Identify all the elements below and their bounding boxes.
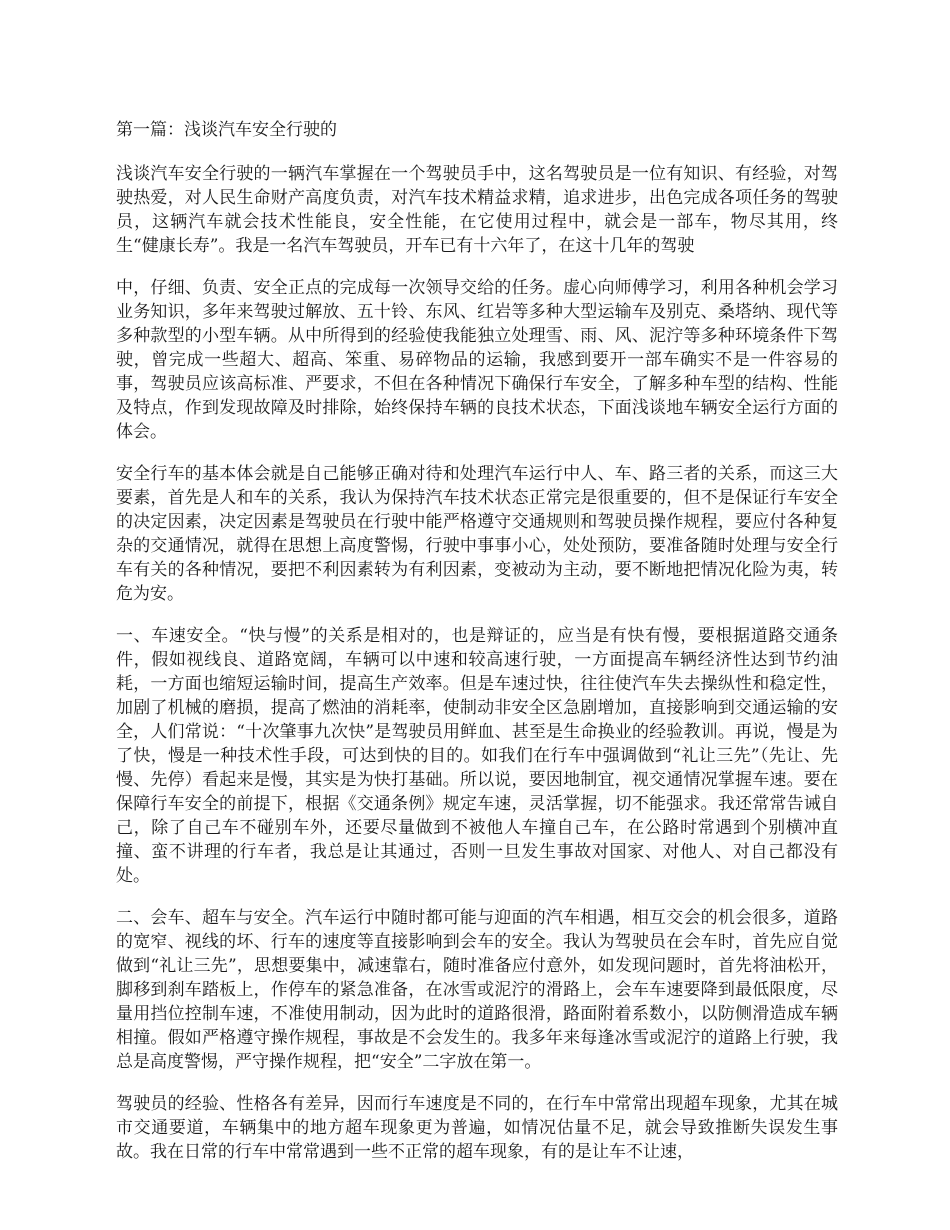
paragraph-speed-safety: 一、车速安全。“快与慢”的关系是相对的，也是辩证的，应当是有快有慢，要根据道路交通条件，假如视线良、道路宽阔，车辆可以中速和较高速行驶，一方面提高车辆经济性达到节约油耗，一方面也缩短运输时间，提高生产效率。但是车速过快，往往使汽车失去操纵性和稳定性，加剧了机械的磨损，提高了燃油的消耗率，使制动非安全区急剧增加，直接影响到交通运输的安全，人们常说：“十次肇事九次快”是驾驶员用鲜血、甚至是生命换业的经验教训。再说，慢是为了快，慢是一种技术性手段，可达到快的目的。如我们在行车中强调做到“礼让三先”（先让、先慢、先停）看起来是慢，其实是为快打基础。所以说，要因地制宜，视交通情况掌握车速。要在保障行车安全的前提下，根据《交通条例》规定车速，灵活掌握，切不能强求。我还常常告诫自己，除了自己车不碰别车外，还要尽量做到不被他人车撞自己车，在公路时常遇到个别横冲直撞、蛮不讲理的行车者，我总是让其通过，否则一旦发生事故对国家、对他人、对自己都没有处。: [116, 626, 838, 886]
document-page: [116, 118, 838, 1182]
paragraph-experience: 中，仔细、负责、安全正点的完成每一次领导交给的任务。虚心向师傅学习，利用各种机会学习业务知识，多年来驾驶过解放、五十铃、东风、红岩等多种大型运输车及别克、桑塔纳、现代等多种款型的小型车辆。从中所得到的经验使我能独立处理雪、雨、风、泥泞等多种环境条件下驾驶，曾完成一些超大、超高、笨重、易碎物品的运输，我感到要开一部车确实不是一件容易的事，驾驶员应该高标准、严要求，不但在各种情况下确保行车安全，了解多种车型的结构、性能及特点，作到发现故障及时排除，始终保持车辆的良技术状态，下面浅谈地车辆安全运行方面的体会。: [116, 278, 838, 442]
paragraph-meeting-overtaking: 二、会车、超车与安全。汽车运行中随时都可能与迎面的汽车相遇，相互交会的机会很多，道路的宽窄、视线的坏、行车的速度等直接影响到会车的安全。我认为驾驶员在会车时，首先应自觉做到“礼让三先”，思想要集中，减速靠右，随时准备应付意外，如发现问题时，首先将油松开，脚移到刹车踏板上，作停车的紧急准备，在冰雪或泥泞的滑路上，会车车速要降到最低限度，尽量用挡位控制车速，不准使用制动，因为此时的道路很滑，路面附着系数小，以防侧滑造成车辆相撞。假如严格遵守操作规程，事故是不会发生的。我多年来每逢冰雪或泥泞的道路上行驶，我总是高度警惕，严守操作规程，把“安全”二字放在第一。: [116, 908, 838, 1072]
paragraph-driver-differences: 驾驶员的经验、性格各有差异，因而行车速度是不同的，在行车中常常出现超车现象，尤其在城市交通要道，车辆集中的地方超车现象更为普遍，如情况估量不足，就会导致推断失误发生事故。我在日常的行车中常常遇到一些不正常的超车现象，有的是让车不让速，: [116, 1094, 838, 1162]
paragraph-basic-principle: 安全行车的基本体会就是自己能够正确对待和处理汽车运行中人、车、路三者的关系，而这三大要素，首先是人和车的关系，我认为保持汽车技术状态正常完是很重要的，但不是保证行车安全的决定因素，决定因素是驾驶员在行驶中能严格遵守交通规则和驾驶员操作规程，要应付各种复杂的交通情况，就得在思想上高度警惕，行驶中事事小心，处处预防，要准备随时处理与安全行车有关的各种情况，要把不利因素转为有利因素，变被动为主动，要不断地把情况化险为夷，转危为安。: [116, 464, 838, 604]
paragraph-intro: 浅谈汽车安全行驶的一辆汽车掌握在一个驾驶员手中，这名驾驶员是一位有知识、有经验，对驾驶热爱，对人民生命财产高度负责，对汽车技术精益求精，追求进步，出色完成各项任务的驾驶员，这辆汽车就会技术性能良，安全性能，在它使用过程中，就会是一部车，物尽其用，终生“健康长寿”。我是一名汽车驾驶员，开车已有十六年了，在这十几年的驾驶: [116, 164, 838, 256]
document-title: 第一篇：浅谈汽车安全行驶的: [116, 120, 337, 140]
